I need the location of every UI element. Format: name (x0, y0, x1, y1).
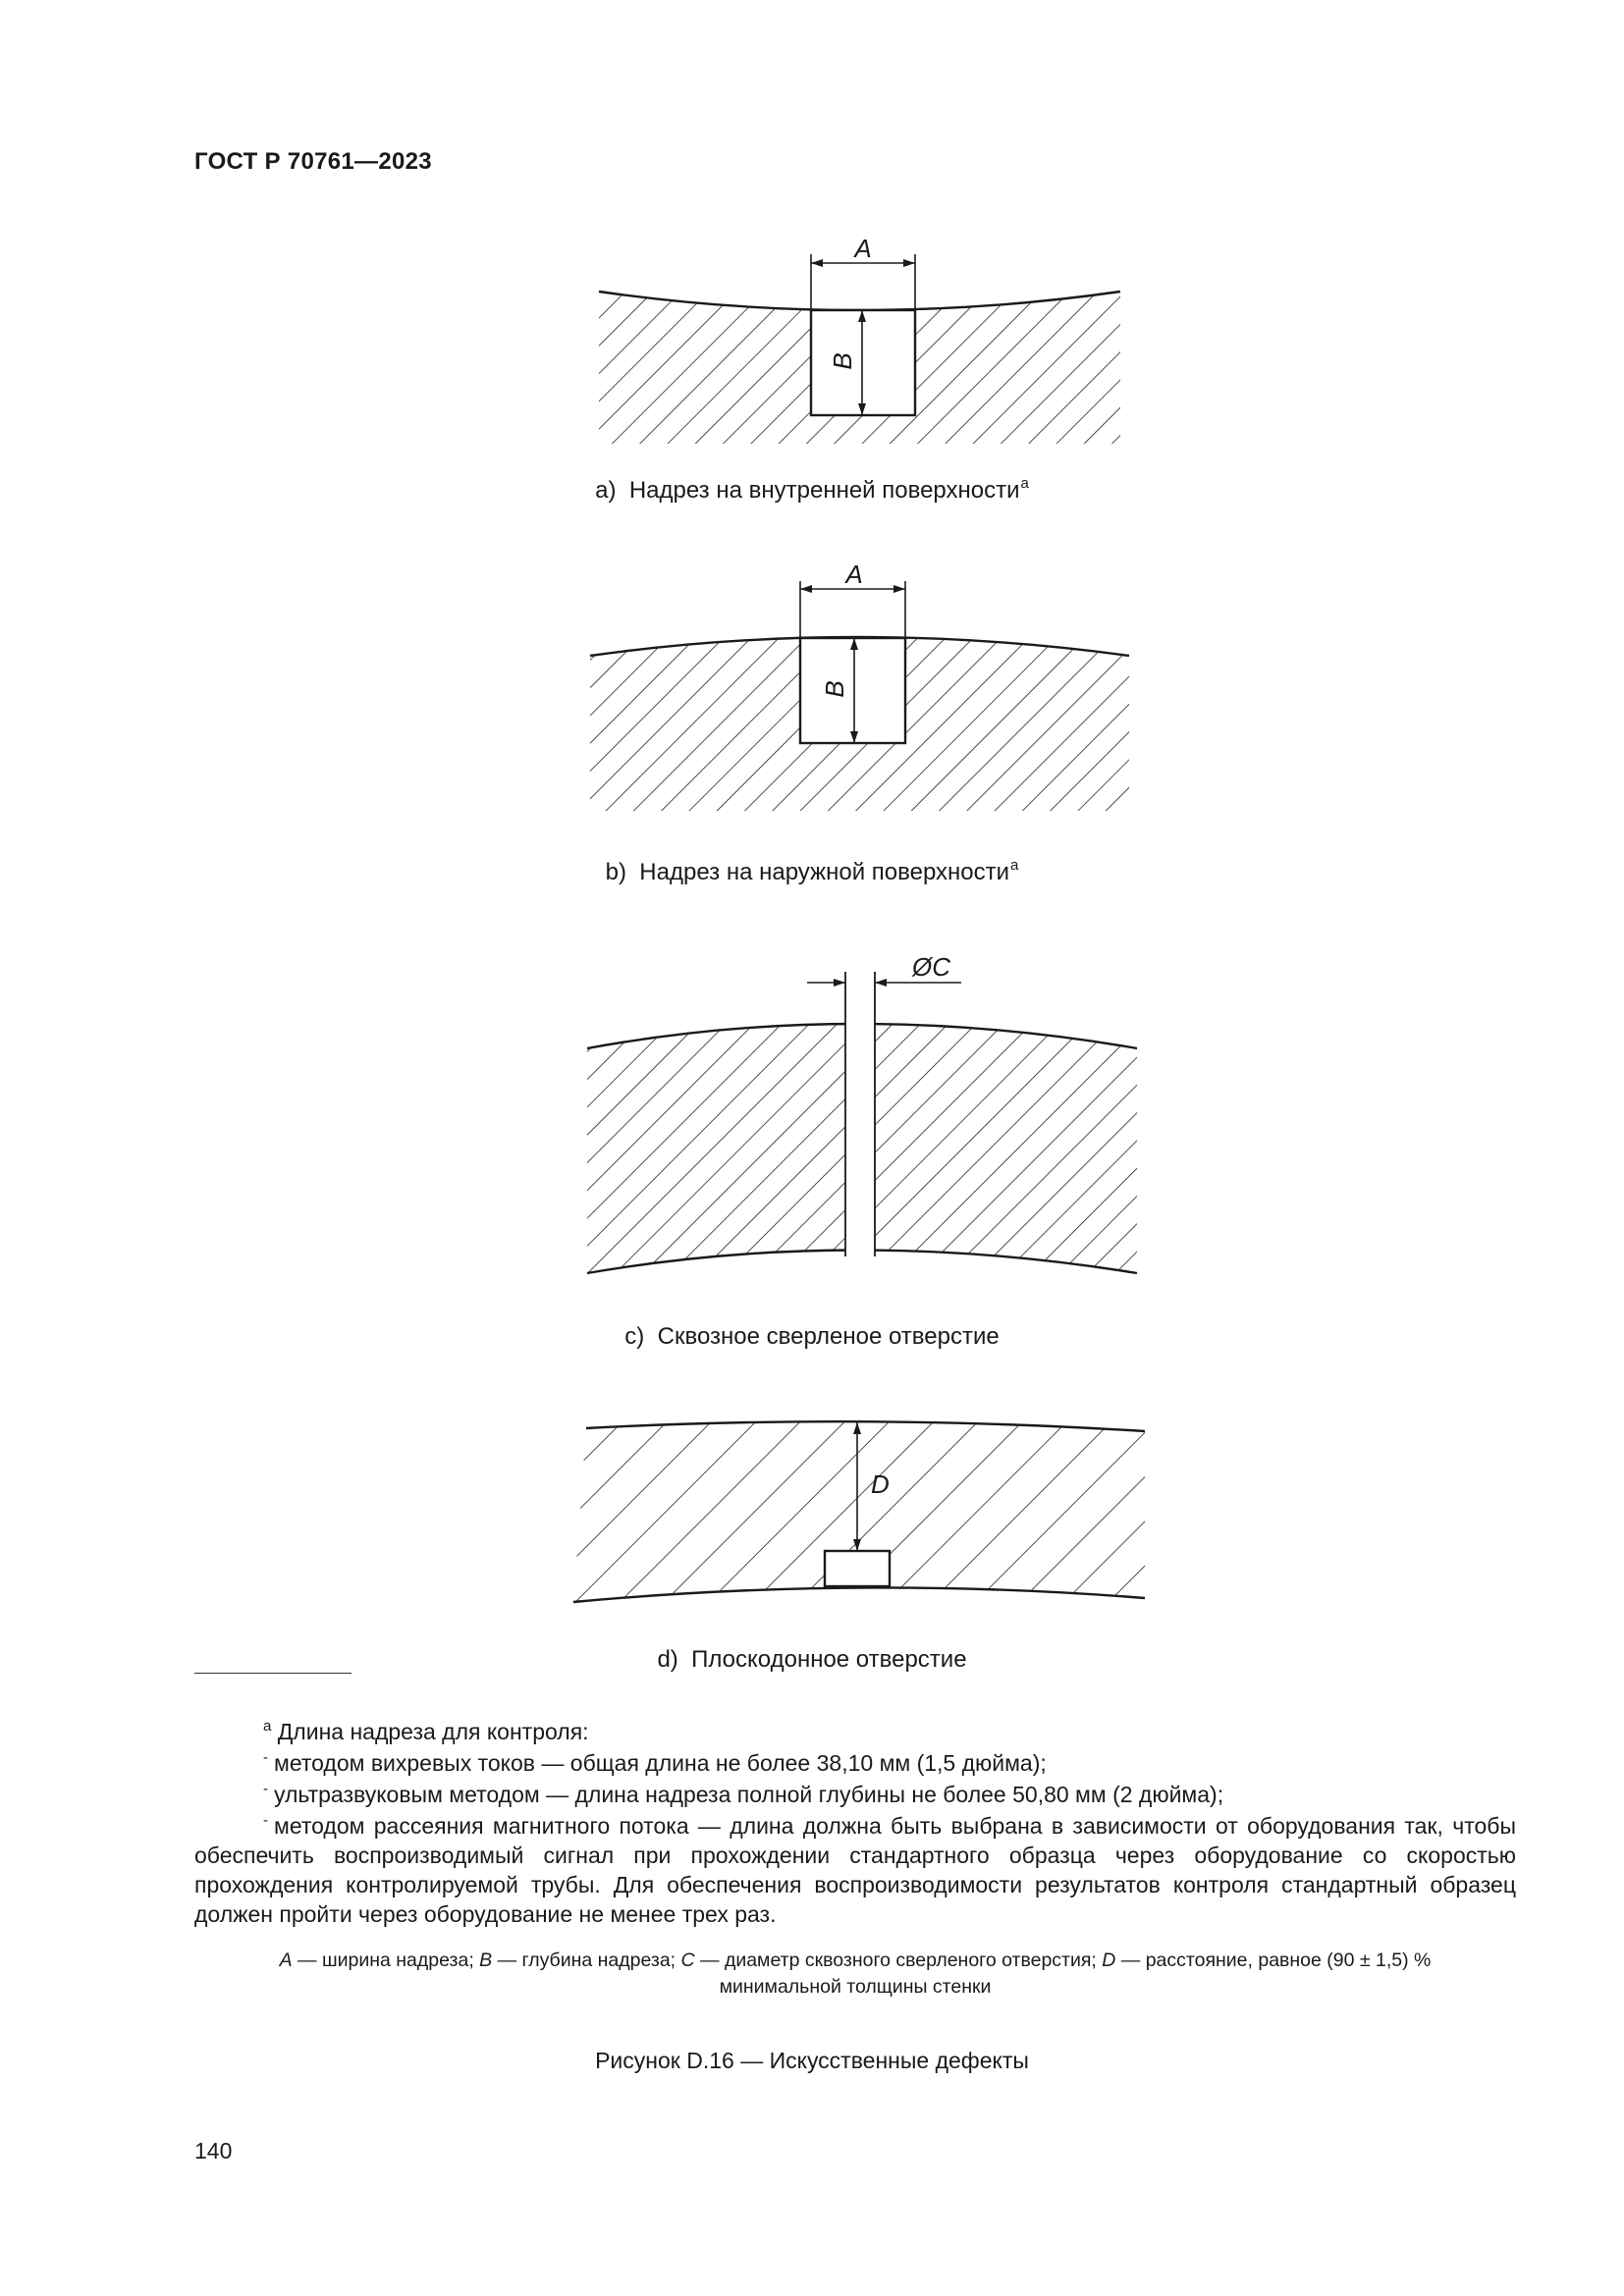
figure-letter: a) (595, 477, 617, 504)
dim-label-a: A (845, 560, 863, 589)
legend-text: — диаметр сквозного сверленого отверстия; (694, 1949, 1103, 1971)
figure-b-outer-notch (590, 560, 1129, 811)
footnote-mark: a (263, 1718, 272, 1735)
legend-text: — расстояние, равное (90 ± 1,5) % (1115, 1949, 1432, 1971)
figure-d-flat-bottom-hole (573, 1421, 1145, 1602)
footnote-separator (194, 1673, 352, 1674)
footnote-item (194, 1806, 1516, 1929)
footnote-item (194, 1743, 1516, 1778)
figure-caption-c (0, 1323, 1624, 1351)
dim-label-a: A (854, 234, 872, 263)
figure-c-drilled-hole (587, 952, 1137, 1273)
figure-caption-text: Плоскодонное отверстие (691, 1646, 967, 1673)
legend-line-1 (194, 1948, 1516, 1974)
figure-caption-b (0, 857, 1624, 886)
legend-symbol: B (479, 1949, 493, 1971)
footnote-intro-text: Длина надреза для контроля: (277, 1719, 589, 1744)
dim-label-b: B (828, 352, 857, 370)
footnote-mark: a (1010, 857, 1019, 874)
dim-label-d: D (871, 1469, 890, 1499)
document-number: ГОСТ Р 70761—2023 (194, 148, 432, 175)
legend-symbol: A (279, 1949, 293, 1971)
figure-caption-text: Сквозное сверленое отверстие (657, 1323, 1000, 1350)
legend-text: — глубина надреза; (492, 1949, 681, 1971)
footnote-mark: a (1020, 475, 1029, 492)
figure-caption-a (0, 475, 1624, 505)
page-number: 140 (194, 2138, 233, 2163)
figure-letter: b) (605, 859, 626, 885)
footnote-item-text: ультразвуковым методом — длина надреза полной глубины не более 50,80 мм (2 дюйма); (274, 1782, 1224, 1807)
legend-text: — ширина надреза; (292, 1949, 480, 1971)
footnote-intro (194, 1712, 1516, 1746)
legend-symbol: D (1102, 1949, 1116, 1971)
figure-letter: c) (624, 1323, 645, 1350)
footnote-item-text: методом вихревых токов — общая длина не более 38,10 мм (1,5 дюйма); (274, 1750, 1047, 1776)
figure-letter: d) (657, 1646, 678, 1673)
list-marker: - (263, 1781, 268, 1797)
figure-caption-text: Надрез на наружной поверхности (639, 859, 1010, 885)
legend-symbol: C (680, 1949, 695, 1971)
figure-caption-d (0, 1646, 1624, 1674)
figure-caption-text: Надрез на внутренней поверхности (628, 477, 1020, 504)
figure-title: Рисунок D.16 — Искусственные дефекты (595, 2048, 1029, 2073)
list-marker: - (263, 1812, 268, 1829)
dim-label-c: ØC (912, 952, 950, 982)
footnote-item-text: методом рассеяния магнитного потока — длина должна быть выбрана в зависимости от оборудования так, чтобы обеспечить воспроизводимый сигнал при прохождении стандартного образца через оборудование со скоростью прохождения контролируемой трубы. Для обеспечения воспроизводимости результатов контроля стандартный образец должен пройти через оборудование не менее трех раз. (194, 1813, 1516, 1927)
list-marker: - (263, 1749, 268, 1766)
figure-legend (194, 1948, 1516, 2001)
footnote-item (194, 1775, 1516, 1809)
dim-label-b: B (820, 680, 849, 698)
figure-a-inner-notch (599, 234, 1120, 444)
legend-line-2: минимальной толщины стенки (719, 1976, 992, 1998)
